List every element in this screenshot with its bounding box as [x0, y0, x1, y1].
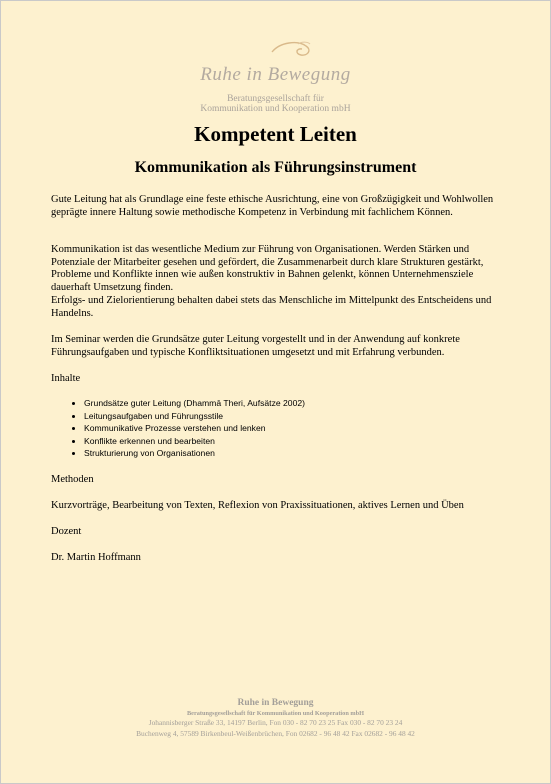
brand-subtitle — [0, 94, 551, 114]
brand-subtitle-line2: Kommunikation und Kooperation mbH — [200, 104, 351, 114]
footer-company: Ruhe in Bewegung — [237, 698, 314, 708]
lecturer-name: Dr. Martin Hoffmann — [51, 552, 141, 563]
page-title: Kompetent Leiten — [194, 122, 357, 146]
brand-subtitle-line1: Beratungsgesellschaft für — [227, 94, 324, 104]
footer-company-subtitle: Beratungsgesellschaft für Kommunikation und Kooperation mbH — [186, 710, 365, 717]
list-item: • Leitungsaufgaben und Führungsstile — [84, 410, 305, 423]
intro-paragraph: Gute Leitung hat als Grundlage eine feste ethische Ausrichtung, eine von Großzügigkeit und Wohlwollen geprägte innere Haltung sowie methodische Kompetenz in Verbindung mit fachlichem Können. — [51, 194, 494, 218]
communication-paragraph — [51, 244, 511, 320]
list-item: • Strukturierung von Organisationen — [84, 447, 305, 460]
seminar-paragraph: Im Seminar werden die Grundsätze guter Leitung vorgestellt und in der Anwendung auf konkrete Führungsaufgaben und typische Konfliktsituationen umgesetzt und mit Erfahrung verbunden. — [51, 334, 460, 358]
list-item: • Kommunikative Prozesse verstehen und lenken — [84, 422, 305, 435]
brand-name: Ruhe in Bewegung — [200, 64, 351, 85]
swirl-logo-icon — [268, 38, 316, 60]
contents-heading: Inhalte — [51, 373, 81, 384]
list-item: • Konflikte erkennen und bearbeiten — [84, 435, 305, 448]
page-subtitle: Kommunikation als Führungsinstrument — [134, 159, 417, 176]
methods-text: Kurzvorträge, Bearbeitung von Texten, Reflexion von Praxissituationen, aktives Lernen und Üben — [51, 500, 464, 511]
orientation-paragraph-text: Erfolgs- und Zielorientierung behalten dabei stets das Menschliche im Mittelpunkt des Entscheidens und Handelns. — [51, 294, 492, 319]
lecturer-heading: Dozent — [51, 526, 82, 537]
list-item: • Grundsätze guter Leitung (Dhammā Theri, Aufsätze 2002) — [84, 397, 305, 410]
methods-heading: Methoden — [51, 474, 94, 485]
contents-list — [68, 397, 305, 460]
footer-address-birkenbeul: Buchenweg 4, 57589 Birkenbeul-Weißenbrüchen, Fon 02682 - 96 48 42 Fax 02682 - 96 48 42 — [136, 729, 415, 738]
footer-address-berlin: Johannisberger Straße 33, 14197 Berlin, Fon 030 - 82 70 23 25 Fax 030 - 82 70 23 24 — [148, 718, 403, 727]
communication-paragraph-text: Kommunikation ist das wesentliche Medium zur Führung von Organisationen. Werden Stärken und Potenziale der Mitarbeiter gesehen und gefördert, die Zusammenarbeit durch klare Strukturen gestärkt, Probleme und Konflikte innen wie außen konstruktiv in Bahnen gelenkt, können Unternehmensziele dauerhaft Umsetzung finden. — [51, 244, 484, 294]
